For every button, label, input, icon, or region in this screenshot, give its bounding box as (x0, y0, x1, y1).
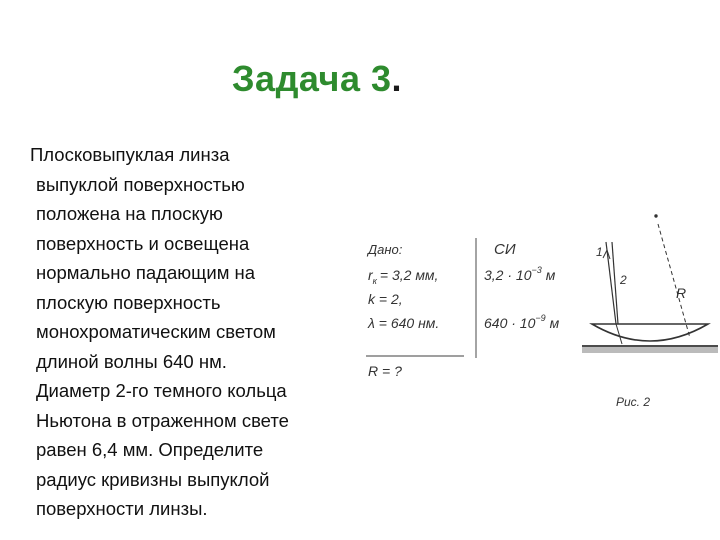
title-dot: . (391, 58, 403, 99)
given-table (366, 238, 560, 379)
task-line: выпуклой поверхностью (36, 173, 245, 195)
given-k: k = 2, (368, 291, 403, 307)
given-rk: $r_к = 3,2$ мм, (368, 267, 439, 286)
task-line: монохроматическим светом (36, 321, 276, 342)
figure-caption: Рис. 2 (616, 395, 651, 409)
radius-label: R (676, 285, 687, 301)
si-header: СИ (494, 241, 516, 258)
task-line: плоскую поверхность (36, 291, 221, 313)
ray-arrow-1 (603, 250, 610, 259)
task-line: поверхности линзы. (36, 498, 208, 519)
figure-svg (360, 208, 720, 418)
ray-2-extension (616, 324, 622, 344)
task-statement (30, 140, 350, 524)
lens-shape (592, 324, 708, 341)
ray-label-1: 1 (596, 245, 603, 259)
task-line: положена на плоскую (36, 203, 223, 224)
page-title (232, 58, 402, 100)
task-line: поверхность и освещена (36, 232, 250, 254)
plate-hatching (582, 347, 718, 353)
center-mark (655, 215, 657, 217)
given-find: R = ? (368, 363, 402, 379)
task-line: Диаметр 2-го темного кольца (36, 380, 287, 401)
ray-label-2: 2 (620, 273, 627, 287)
task-line: радиус кривизны выпуклой (36, 468, 270, 490)
task-line: равен 6,4 мм. Определите (36, 439, 264, 460)
given-lambda: λ = 640 нм. (368, 315, 440, 331)
task-line: Плосковыпуклая линза (30, 144, 230, 165)
title-text: Задача 3 (232, 58, 392, 99)
task-line: нормально падающим на (36, 262, 256, 283)
radius-line (658, 224, 690, 338)
given-header: Дано: (368, 242, 403, 257)
si-lambda: $640 \cdot 10^{-9}$ м (484, 313, 560, 331)
task-line: длиной волны 640 нм. (36, 350, 227, 372)
optics-drawing (582, 215, 718, 353)
problem-figure (360, 208, 720, 418)
si-rk: $3,2 \cdot 10^{-3}$ м (484, 265, 556, 283)
task-line: Ньютона в отраженном свете (36, 409, 289, 431)
